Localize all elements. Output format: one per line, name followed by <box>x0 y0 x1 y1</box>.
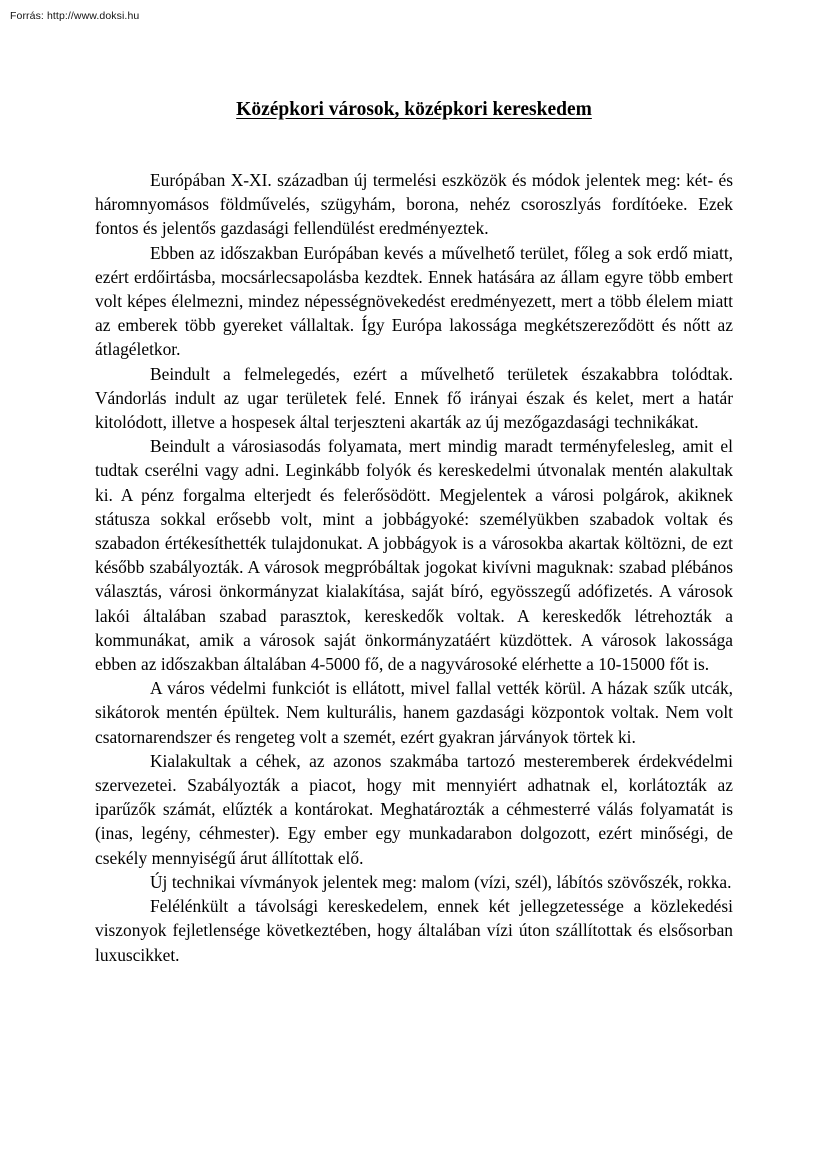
paragraph: Kialakultak a céhek, az azonos szakmába tartozó mesteremberek érdekvédelmi szervezetei. Szabályozták a piacot, hogy mit mennyiért adhatnak el, korlátozták az iparűzők számát, elűzték a kontárokat. Meghatározták a céhmesterré válás folyamatát is (inas, legény, céhmester). Egy ember egy munkadarabon dolgozott, ezért minőségi, de csekély mennyiségű árut állítottak elő. <box>95 750 733 868</box>
page-title-text: Középkori városok, középkori kereskedem <box>236 99 592 120</box>
page-title <box>95 98 733 122</box>
paragraph: Európában X-XI. században új termelési eszközök és módok jelentek meg: két- és háromnyomásos földművelés, szügyhám, borona, nehéz csoroszlyás fordítóeke. Ezek fontos és jelentős gazdasági fellendülést eredményeztek. <box>95 170 733 239</box>
source-url-header: Forrás: http://www.doksi.hu <box>10 10 140 22</box>
paragraph: Beindult a városiasodás folyamata, mert mindig maradt terményfelesleg, amit el tudtak cserélni vagy adni. Leginkább folyók és kereskedelmi útvonalak mentén alakultak ki. A pénz forgalma elterjedt és felerősödött. Megjelentek a városi polgárok, akiknek státusza sokkal erősebb volt, mint a jobbágyoké: személyükben szabadok voltak és szabadon értékesíthették tulajdonukat. A jobbágyok is a városokba akartak költözni, de ezt később szabályozták. A városok megpróbáltak jogokat kivívni maguknak: szabad plébános választás, városi önkormányzat kialakítása, saját bíró, egyösszegű adófizetés. A városok lakói általában szabad parasztok, kereskedők voltak. A kereskedők létrehozták a kommunákat, amik a városok saját önkormányzatáért küzdöttek. A városok lakossága ebben az időszakban általában 4-5000 fő, de a nagyvárosoké elérhette a 10-15000 főt is. <box>95 436 733 675</box>
paragraph: A város védelmi funkciót is ellátott, mivel fallal vették körül. A házak szűk utcák, sikátorok mentén épültek. Nem kulturális, hanem gazdasági központok voltak. Nem volt csatornarendszer és rengeteg volt a szemét, ezért gyakran járványok törtek ki. <box>95 678 733 747</box>
paragraph: Beindult a felmelegedés, ezért a művelhető területek északabbra tolódtak. Vándorlás indult az ugar területek felé. Ennek fő irányai észak és kelet, mert a határ kitolódott, illetve a hospesek által terjeszteni akarták az új mezőgazdasági technikákat. <box>95 363 733 433</box>
paragraph: Ebben az időszakban Európában kevés a művelhető terület, főleg a sok erdő miatt, ezért erdőirtásba, mocsárlecsapolásba kezdtek. Ennek hatására az állam egyre több embert volt képes élelmezni, mindez népességnövekedést eredményezett, mert a több élelem miatt az emberek több gyereket vállaltak. Így Európa lakossága megkétszereződött és nőtt az átlagéletkor. <box>95 242 733 360</box>
paragraph: Felélénkült a távolsági kereskedelem, ennek két jellegzetessége a közlekedési viszonyok fejletlensége következtében, hogy általában vízi úton szállítottak és elsősorban luxuscikket. <box>95 896 733 965</box>
paragraph: Új technikai vívmányok jelentek meg: malom (vízi, szél), lábítós szövőszék, rokka. <box>150 871 732 892</box>
document-body <box>95 168 733 967</box>
